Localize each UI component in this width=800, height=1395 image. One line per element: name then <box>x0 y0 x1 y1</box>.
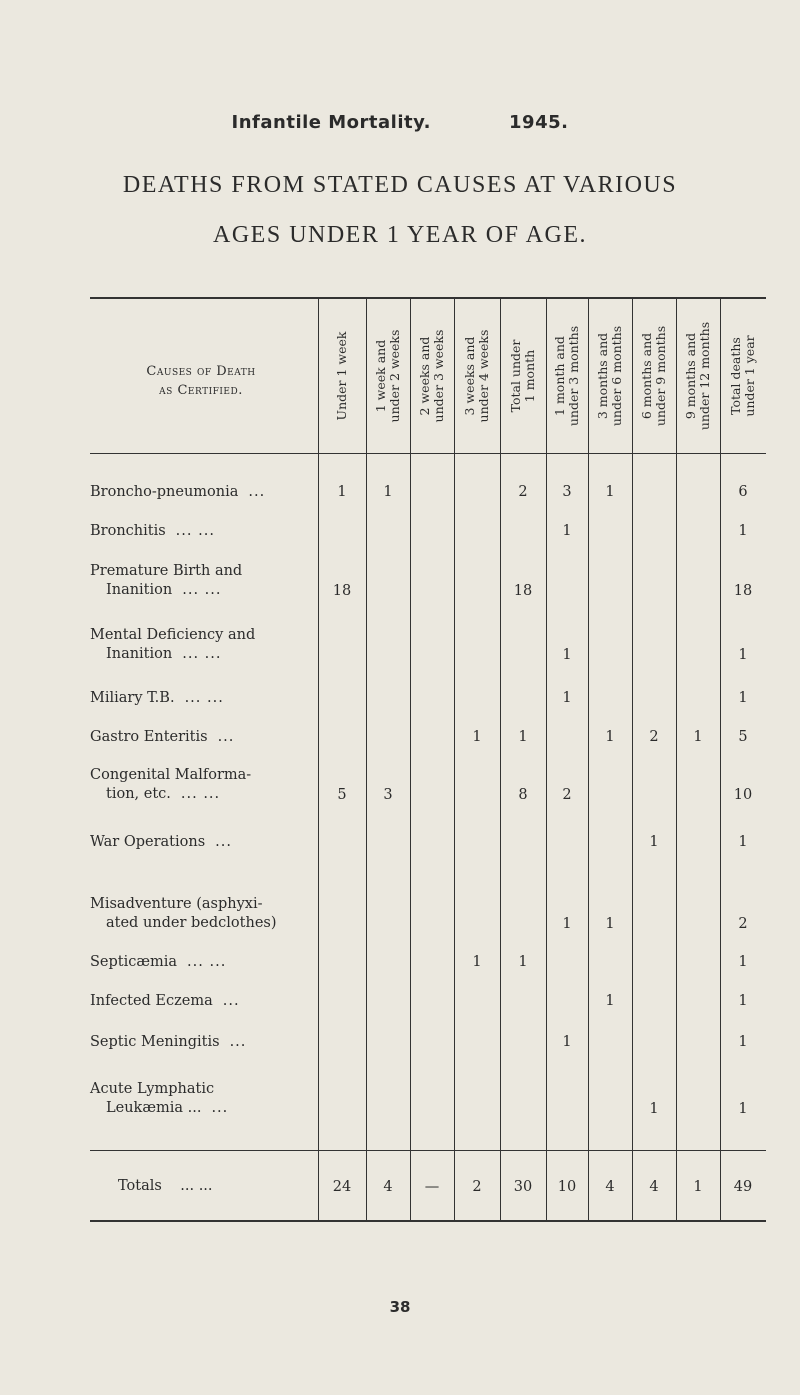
table-cell: 8 <box>518 787 528 803</box>
row-label-text-2: ated under bedclothes) <box>106 915 277 931</box>
table-cell: 1 <box>605 484 615 500</box>
column-divider <box>676 299 677 1220</box>
row-label-text-2: Inanition <box>106 582 173 598</box>
table-cell: 1 <box>738 993 748 1009</box>
row-label-text: Bronchitis <box>90 523 166 539</box>
row-label-dots: ... ... <box>187 954 227 970</box>
column-divider <box>720 299 721 1220</box>
table-cell: 1 <box>383 484 393 500</box>
row-label-text: Acute Lymphatic <box>90 1081 215 1097</box>
row-label <box>90 562 312 600</box>
row-label <box>90 1080 312 1118</box>
cause-header-line-1: Causes of Death <box>146 364 256 379</box>
row-label-text: War Operations <box>90 834 206 850</box>
totals-top-rule <box>90 1150 766 1151</box>
column-divider <box>410 299 411 1220</box>
table-cell: 2 <box>518 484 528 500</box>
row-label-text-2: Inanition <box>106 646 173 662</box>
column-divider <box>366 299 367 1220</box>
row-label-line-1 <box>90 1080 312 1099</box>
column-header-text <box>729 335 757 416</box>
row-label-line-1 <box>90 766 312 785</box>
column-header-line: Total deaths <box>728 337 743 415</box>
column-header-text <box>684 322 712 430</box>
row-label-dots: ... ... <box>182 646 222 662</box>
table-cell: 1 <box>562 647 572 663</box>
table-cell: 1 <box>518 954 528 970</box>
table-cell: 1 <box>649 1101 659 1117</box>
column-header-text <box>335 332 349 421</box>
totals-label <box>118 1178 213 1194</box>
column-header-line: 3 weeks and <box>462 336 477 416</box>
row-label <box>90 1033 312 1052</box>
table-cell: 1 <box>562 1034 572 1050</box>
column-header-text <box>463 330 491 423</box>
row-label-text: Premature Birth and <box>90 563 243 579</box>
totals-cell: 2 <box>472 1179 482 1195</box>
table-cell: 1 <box>518 729 528 745</box>
row-label-line-1 <box>90 483 312 502</box>
row-label-text: Septic Meningitis <box>90 1034 220 1050</box>
row-label-dots: ... <box>222 993 240 1009</box>
column-header-line: Total under <box>508 339 523 413</box>
row-label-dots: ... ... <box>182 582 222 598</box>
table-cell: 2 <box>738 916 748 932</box>
row-label <box>90 992 312 1011</box>
table-cell: 1 <box>649 834 659 850</box>
row-label-text: Miliary T.B. <box>90 690 175 706</box>
totals-label-text: Totals <box>118 1178 162 1194</box>
column-header-line: 9 months and <box>683 332 698 420</box>
column-header-text <box>596 326 624 426</box>
row-label-text: Infected Eczema <box>90 993 213 1009</box>
table-cell: 1 <box>693 729 703 745</box>
table-cell: 1 <box>605 993 615 1009</box>
table-cell: 18 <box>733 583 753 599</box>
row-label-text: Broncho-pneumonia <box>90 484 239 500</box>
totals-cell: 10 <box>557 1179 577 1195</box>
cause-column-header <box>90 362 312 400</box>
row-label-line-1 <box>90 522 312 541</box>
table-cell: 18 <box>513 583 533 599</box>
column-header-line: under 3 months <box>566 325 581 427</box>
table-cell: 6 <box>738 484 748 500</box>
totals-cell: 30 <box>513 1179 533 1195</box>
row-label-text-2: Leukæmia ... <box>106 1100 202 1116</box>
row-label-dots: ... <box>215 834 232 850</box>
row-label-text: Congenital Malforma- <box>90 767 252 783</box>
row-label-dots: ... ... <box>184 690 224 706</box>
column-header <box>678 296 718 456</box>
table-cell: 1 <box>605 729 615 745</box>
table-bottom-rule <box>90 1220 766 1222</box>
row-label-dots: ... <box>229 1034 247 1050</box>
row-label-line-2 <box>90 645 312 664</box>
table-cell: 1 <box>738 1034 748 1050</box>
row-label <box>90 766 312 804</box>
row-label-dots: ... ... <box>180 786 221 802</box>
column-header-line: 1 week and <box>373 339 388 413</box>
column-header-text <box>640 326 668 426</box>
column-divider <box>632 299 633 1220</box>
column-divider <box>318 299 319 1220</box>
table-cell: 2 <box>562 787 572 803</box>
row-label <box>90 626 312 664</box>
row-label-dots: ... ... <box>175 523 215 539</box>
totals-cell: 4 <box>383 1179 393 1195</box>
row-label-text: Septicæmia <box>90 954 178 970</box>
page-header <box>0 112 800 133</box>
table-cell: 1 <box>562 690 572 706</box>
column-header-text <box>553 326 581 426</box>
column-header <box>547 296 587 456</box>
column-header <box>322 296 362 456</box>
column-header-line: Under 1 week <box>334 331 349 421</box>
row-label <box>90 483 312 502</box>
row-label-line-2 <box>90 914 312 933</box>
row-label <box>90 895 312 933</box>
row-label-line-1 <box>90 895 312 914</box>
row-label-line-2 <box>90 785 312 804</box>
column-header <box>368 296 408 456</box>
table-cell: 1 <box>472 729 482 745</box>
column-header-line: under 12 months <box>697 321 712 431</box>
table-cell: 1 <box>562 916 572 932</box>
row-label-line-1 <box>90 562 312 581</box>
table-cell: 3 <box>383 787 393 803</box>
row-label-text-2: tion, etc. <box>106 786 171 802</box>
page-title-line-2: AGES UNDER 1 YEAR OF AGE. <box>213 222 587 248</box>
column-header-line: under 9 months <box>653 325 668 427</box>
column-header <box>412 296 452 456</box>
column-header-line: 6 months and <box>639 332 654 420</box>
row-label-line-1 <box>90 992 312 1011</box>
column-header <box>457 296 497 456</box>
row-label-text: Misadventure (asphyxi- <box>90 896 263 912</box>
table-cell: 1 <box>738 647 748 663</box>
column-divider <box>454 299 455 1220</box>
table-cell: 18 <box>332 583 352 599</box>
row-label-line-1 <box>90 689 312 708</box>
row-label-text: Mental Deficiency and <box>90 627 256 643</box>
row-label-dots: ... <box>211 1100 229 1116</box>
row-label <box>90 833 312 852</box>
row-label-line-1 <box>90 953 312 972</box>
row-label <box>90 522 312 541</box>
column-header-line: under 1 year <box>742 335 757 417</box>
table-cell: 1 <box>738 834 748 850</box>
row-label-line-1 <box>90 626 312 645</box>
row-label-line-1 <box>90 728 312 747</box>
totals-cell: 24 <box>332 1179 352 1195</box>
column-header <box>634 296 674 456</box>
table-cell: 1 <box>337 484 347 500</box>
table-cell: 1 <box>738 523 748 539</box>
column-header-line: 1 month and <box>552 336 567 416</box>
table-cell: 1 <box>562 523 572 539</box>
table-cell: 5 <box>738 729 748 745</box>
row-label-line-1 <box>90 1033 312 1052</box>
row-label <box>90 728 312 747</box>
table-cell: 3 <box>562 484 572 500</box>
column-header-line: under 4 weeks <box>476 329 491 423</box>
row-label-line-1 <box>90 833 312 852</box>
table-cell: 1 <box>738 1101 748 1117</box>
totals-cell: — <box>424 1179 440 1195</box>
totals-label-dots: ... ... <box>180 1178 213 1194</box>
table-cell: 2 <box>649 729 659 745</box>
column-divider <box>588 299 589 1220</box>
row-label <box>90 689 312 708</box>
column-header <box>503 296 543 456</box>
page-title-line-1: DEATHS FROM STATED CAUSES AT VARIOUS <box>122 172 678 198</box>
table-cell: 1 <box>472 954 482 970</box>
column-header-line: under 6 months <box>609 325 624 427</box>
totals-cell: 1 <box>693 1179 703 1195</box>
table-cell: 10 <box>733 787 753 803</box>
table-cell: 1 <box>605 916 615 932</box>
column-divider <box>500 299 501 1220</box>
column-header-line: under 3 weeks <box>431 329 446 423</box>
table-cell: 1 <box>738 690 748 706</box>
column-header <box>723 296 763 456</box>
row-label-text: Gastro Enteritis <box>90 729 208 745</box>
column-header-text <box>418 330 446 423</box>
row-label-line-2 <box>90 1099 312 1118</box>
column-header-line: 3 months and <box>595 332 610 420</box>
header-title: Infantile Mortality. <box>231 112 432 133</box>
row-label <box>90 953 312 972</box>
header-year: 1945. <box>509 112 569 133</box>
page-number: 38 <box>389 1298 411 1316</box>
table-cell: 1 <box>738 954 748 970</box>
column-header-line: 1 month <box>522 349 537 403</box>
column-header <box>590 296 630 456</box>
row-label-dots: ... <box>217 729 235 745</box>
totals-cell: 4 <box>605 1179 615 1195</box>
totals-cell: 49 <box>733 1179 753 1195</box>
totals-cell: 4 <box>649 1179 659 1195</box>
row-label-line-2 <box>90 581 312 600</box>
column-header-text <box>374 330 402 423</box>
column-header-line: under 2 weeks <box>387 329 402 423</box>
column-header-line: 2 weeks and <box>417 336 432 416</box>
row-label-dots: ... <box>248 484 266 500</box>
table-cell: 5 <box>337 787 347 803</box>
cause-header-line-2: as Certified. <box>159 383 243 398</box>
column-header-text <box>509 340 537 413</box>
